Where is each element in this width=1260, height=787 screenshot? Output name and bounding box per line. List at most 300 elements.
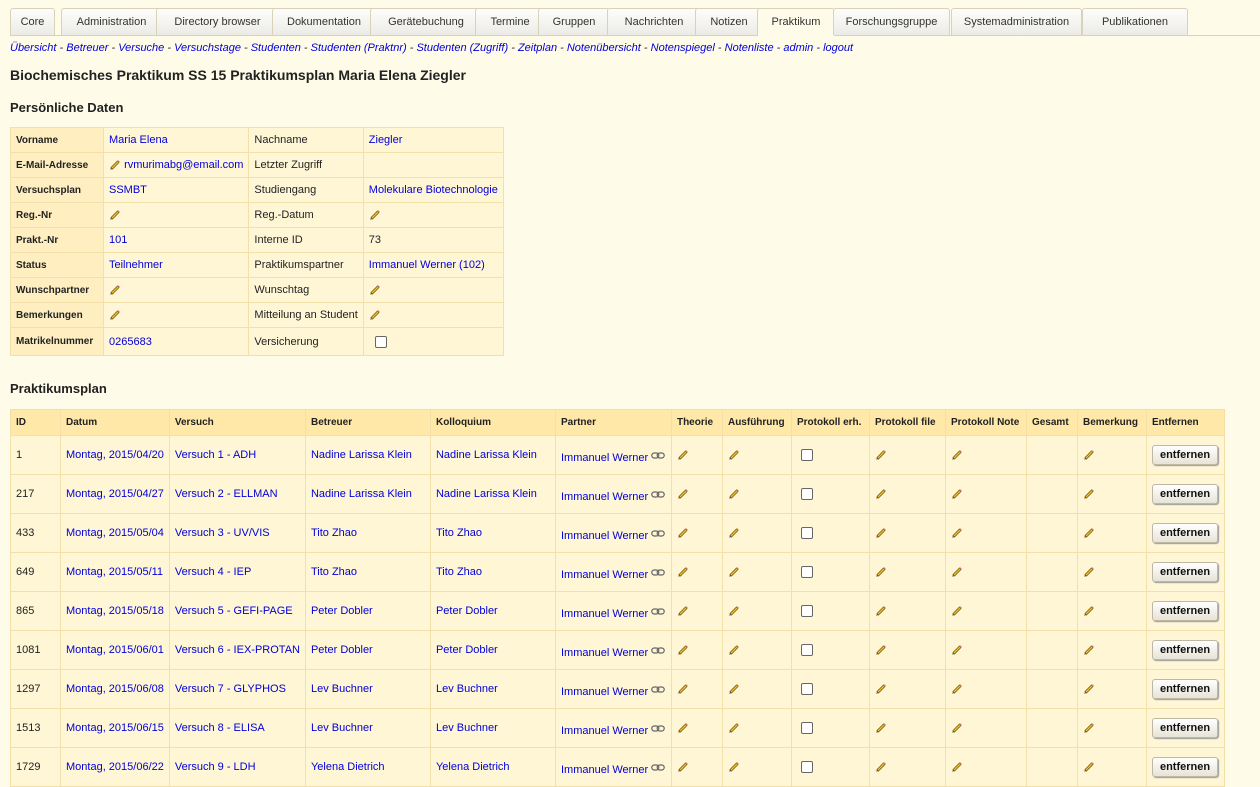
protokoll-erhalten-checkbox[interactable] (801, 449, 813, 461)
protokoll-erhalten-checkbox[interactable] (801, 722, 813, 734)
cell-id: 1297 (11, 670, 61, 709)
link-chain-icon[interactable] (651, 490, 665, 498)
nav-logout[interactable]: logout (823, 42, 854, 54)
col-header-ausfuehrung: Ausführung (722, 410, 791, 436)
tab-dokumentation[interactable]: Dokumentation (272, 8, 376, 35)
protokoll-file-cell (869, 631, 945, 670)
col-header-id: ID (11, 410, 61, 436)
pencil-icon[interactable] (875, 488, 887, 500)
cell-partner (555, 631, 671, 670)
cell-datum-link[interactable]: Montag, 2015/06/22 (66, 761, 164, 773)
cell-partner (555, 436, 671, 475)
cell-partner (555, 709, 671, 748)
link-chain-icon[interactable] (651, 763, 665, 771)
cell-datum-link[interactable]: Montag, 2015/06/01 (66, 644, 164, 656)
tab-forschungsgruppe[interactable]: Forschungsgruppe (833, 8, 950, 35)
page-title: Biochemisches Praktikum SS 15 Praktikumsplan Maria Elena Ziegler (10, 67, 466, 83)
label-status: Status (11, 253, 104, 278)
plan-row (11, 670, 1225, 709)
cell-versuch (169, 670, 305, 709)
cell-kolloquium (430, 670, 555, 709)
pencil-icon[interactable] (875, 449, 887, 461)
cell-datum (61, 631, 170, 670)
tab-notizen[interactable]: Notizen (695, 8, 763, 35)
cell-kolloquium (430, 748, 555, 787)
cell-id: 1729 (11, 748, 61, 787)
pencil-icon[interactable] (677, 449, 689, 461)
cell-partner (555, 670, 671, 709)
cell-kolloquium-link[interactable]: Tito Zhao (435, 566, 483, 578)
pencil-icon[interactable] (951, 722, 963, 734)
pencil-icon[interactable] (677, 683, 689, 695)
link-chain-icon[interactable] (651, 607, 665, 615)
cell-kolloquium (430, 592, 555, 631)
cell-datum-link[interactable]: Montag, 2015/05/04 (66, 527, 164, 539)
bemerkung-cell (1077, 436, 1146, 475)
protokoll-erh-cell (791, 436, 869, 475)
theorie-cell (671, 670, 722, 709)
ausfuehrung-cell (722, 670, 791, 709)
nav-notenliste[interactable]: Notenliste (724, 42, 774, 54)
studiengang-value[interactable]: Molekulare Biotechnologie (368, 184, 498, 196)
theorie-cell (671, 748, 722, 787)
vorname-value[interactable]: Maria Elena (109, 134, 168, 146)
cell-partner-link[interactable]: Immanuel Werner (560, 764, 649, 776)
pencil-icon[interactable] (951, 527, 963, 539)
theorie-cell (671, 592, 722, 631)
bemerkung-cell (1077, 709, 1146, 748)
protokoll-erh-cell (791, 553, 869, 592)
protokoll-erhalten-checkbox[interactable] (801, 761, 813, 773)
pencil-icon[interactable] (728, 527, 740, 539)
protokoll-file-cell (869, 670, 945, 709)
cell-id: 217 (11, 475, 61, 514)
cell-datum-link[interactable]: Montag, 2015/04/20 (66, 449, 164, 461)
cell-partner (555, 553, 671, 592)
link-chain-icon[interactable] (651, 451, 665, 459)
cell-datum (61, 436, 170, 475)
pencil-icon[interactable] (369, 309, 381, 321)
pencil-icon[interactable] (951, 644, 963, 656)
pencil-icon[interactable] (875, 683, 887, 695)
cell-versuch-link[interactable]: Versuch 3 - UV/VIS (174, 527, 270, 539)
cell-partner-link[interactable]: Immanuel Werner (560, 608, 649, 620)
protokoll-note-cell (945, 631, 1026, 670)
link-chain-icon[interactable] (651, 646, 665, 654)
pencil-icon[interactable] (951, 605, 963, 617)
cell-betreuer-link[interactable]: Tito Zhao (310, 527, 358, 539)
cell-partner-link[interactable]: Immanuel Werner (560, 491, 649, 503)
cell-betreuer-link[interactable]: Lev Buchner (310, 722, 373, 734)
status-value[interactable]: Teilnehmer (109, 259, 163, 271)
pencil-icon[interactable] (875, 761, 887, 773)
cell-partner-link[interactable]: Immanuel Werner (560, 569, 649, 581)
cell-partner-link[interactable]: Immanuel Werner (560, 530, 649, 542)
pencil-icon[interactable] (728, 644, 740, 656)
pencil-icon[interactable] (677, 488, 689, 500)
cell-partner-link[interactable]: Immanuel Werner (560, 647, 649, 659)
cell-betreuer (305, 748, 430, 787)
cell-betreuer-link[interactable]: Peter Dobler (310, 605, 373, 617)
nav-studenten-praktnr[interactable]: Studenten (Praktnr) (310, 42, 407, 54)
tab-termine[interactable]: Termine (475, 8, 545, 35)
cell-kolloquium-link[interactable]: Tito Zhao (435, 527, 483, 539)
ausfuehrung-cell (722, 514, 791, 553)
bemerkung-cell (1077, 631, 1146, 670)
plan-row (11, 553, 1225, 592)
protokoll-file-cell (869, 748, 945, 787)
cell-betreuer-link[interactable]: Yelena Dietrich (310, 761, 385, 773)
protokoll-erhalten-checkbox[interactable] (801, 605, 813, 617)
pencil-icon[interactable] (728, 488, 740, 500)
cell-versuch-link[interactable]: Versuch 1 - ADH (174, 449, 257, 461)
cell-kolloquium (430, 553, 555, 592)
label-nachname: Nachname (249, 128, 363, 153)
cell-kolloquium-link[interactable]: Peter Dobler (435, 644, 498, 656)
cell-datum (61, 592, 170, 631)
plan-row (11, 514, 1225, 553)
cell-versuch (169, 631, 305, 670)
entfernen-button[interactable]: entfernen (1152, 679, 1218, 699)
cell-id: 1 (11, 436, 61, 475)
col-header-protokoll-erh: Protokoll erh. (791, 410, 869, 436)
nachname-value[interactable]: Ziegler (368, 134, 403, 146)
protokoll-erh-cell (791, 748, 869, 787)
nav-uebersicht[interactable]: Übersicht (10, 42, 57, 54)
pencil-icon[interactable] (1083, 722, 1095, 734)
cell-datum-link[interactable]: Montag, 2015/06/08 (66, 683, 164, 695)
main-tab-bar (10, 8, 1250, 36)
label-versicherung: Versicherung (249, 328, 363, 356)
protokoll-file-cell (869, 553, 945, 592)
protokoll-erh-cell (791, 514, 869, 553)
pencil-icon[interactable] (109, 284, 121, 296)
tab-nachrichten[interactable]: Nachrichten (607, 8, 701, 35)
protokoll-file-cell (869, 709, 945, 748)
nav-betreuer[interactable]: Betreuer (66, 42, 109, 54)
protokoll-erhalten-checkbox[interactable] (801, 527, 813, 539)
cell-versuch-link[interactable]: Versuch 7 - GLYPHOS (174, 683, 286, 695)
cell-id: 1513 (11, 709, 61, 748)
cell-kolloquium-link[interactable]: Nadine Larissa Klein (435, 488, 537, 500)
theorie-cell (671, 475, 722, 514)
entfernen-cell (1146, 592, 1224, 631)
col-header-entfernen: Entfernen (1146, 410, 1224, 436)
cell-kolloquium-link[interactable]: Lev Buchner (435, 722, 498, 734)
entfernen-cell (1146, 670, 1224, 709)
pencil-icon[interactable] (109, 209, 121, 221)
cell-datum-link[interactable]: Montag, 2015/05/18 (66, 605, 164, 617)
tab-praktikum[interactable]: Praktikum (757, 8, 835, 36)
ausfuehrung-cell (722, 553, 791, 592)
link-chain-icon[interactable] (651, 685, 665, 693)
cell-betreuer-link[interactable]: Tito Zhao (310, 566, 358, 578)
label-vorname: Vorname (11, 128, 104, 153)
pencil-icon[interactable] (677, 761, 689, 773)
entfernen-button[interactable]: entfernen (1152, 718, 1218, 738)
ausfuehrung-cell (722, 748, 791, 787)
pencil-icon[interactable] (677, 566, 689, 578)
theorie-cell (671, 631, 722, 670)
letzter-zugriff-value (363, 153, 503, 178)
tab-systemadministration[interactable]: Systemadministration (951, 8, 1082, 35)
protokoll-note-cell (945, 436, 1026, 475)
pencil-icon[interactable] (677, 722, 689, 734)
protokoll-erh-cell (791, 670, 869, 709)
theorie-cell (671, 436, 722, 475)
gesamt-cell (1026, 436, 1077, 475)
protokoll-file-cell (869, 475, 945, 514)
bemerkung-cell (1077, 592, 1146, 631)
sub-navigation: Übersicht - Betreuer - Versuche - Versuchstage - Studenten - Studenten (Praktnr) - Studenten (Zugriff) - Zeitplan - Notenübersicht - Notenspiegel - Notenliste - admin - logout (10, 42, 854, 54)
pencil-icon[interactable] (677, 605, 689, 617)
pencil-icon[interactable] (875, 566, 887, 578)
tab-publikationen[interactable]: Publikationen (1082, 8, 1188, 35)
entfernen-button[interactable]: entfernen (1152, 601, 1218, 621)
cell-versuch-link[interactable]: Versuch 5 - GEFI-PAGE (174, 605, 293, 617)
label-praktikumspartner: Praktikumspartner (249, 253, 363, 278)
pencil-icon[interactable] (875, 644, 887, 656)
entfernen-cell (1146, 514, 1224, 553)
bemerkung-cell (1077, 553, 1146, 592)
pencil-icon[interactable] (1083, 488, 1095, 500)
plan-table (10, 409, 1225, 787)
section-title-plan: Praktikumsplan (10, 381, 107, 396)
cell-versuch (169, 592, 305, 631)
cell-datum (61, 709, 170, 748)
cell-betreuer (305, 670, 430, 709)
plan-header-row (11, 410, 1225, 436)
pencil-icon[interactable] (1083, 527, 1095, 539)
pencil-icon[interactable] (677, 644, 689, 656)
pencil-icon[interactable] (1083, 683, 1095, 695)
tab-directory-browser[interactable]: Directory browser (156, 8, 279, 35)
link-chain-icon[interactable] (651, 568, 665, 576)
entfernen-button[interactable]: entfernen (1152, 562, 1218, 582)
pencil-icon[interactable] (951, 761, 963, 773)
cell-datum-link[interactable]: Montag, 2015/04/27 (66, 488, 164, 500)
cell-id: 433 (11, 514, 61, 553)
pencil-icon[interactable] (109, 159, 121, 171)
col-header-partner: Partner (555, 410, 671, 436)
entfernen-button[interactable]: entfernen (1152, 523, 1218, 543)
cell-partner (555, 592, 671, 631)
protokoll-erhalten-checkbox[interactable] (801, 644, 813, 656)
col-header-theorie: Theorie (671, 410, 722, 436)
tab-core[interactable]: Core (10, 8, 55, 35)
protokoll-file-cell (869, 592, 945, 631)
plan-row (11, 709, 1225, 748)
cell-versuch (169, 553, 305, 592)
theorie-cell (671, 514, 722, 553)
cell-partner (555, 514, 671, 553)
bemerkung-cell (1077, 475, 1146, 514)
pencil-icon[interactable] (728, 761, 740, 773)
prakt-nr-value[interactable]: 101 (109, 234, 128, 246)
cell-betreuer-link[interactable]: Nadine Larissa Klein (310, 488, 412, 500)
matrikelnummer-value[interactable]: 0265683 (109, 335, 152, 348)
cell-kolloquium (430, 631, 555, 670)
protokoll-note-cell (945, 592, 1026, 631)
entfernen-button[interactable]: entfernen (1152, 757, 1218, 777)
ausfuehrung-cell (722, 436, 791, 475)
col-header-versuch: Versuch (169, 410, 305, 436)
pencil-icon[interactable] (728, 566, 740, 578)
nav-zeitplan[interactable]: Zeitplan (517, 42, 558, 54)
link-chain-icon[interactable] (651, 529, 665, 537)
cell-versuch (169, 709, 305, 748)
label-wunschtag: Wunschtag (249, 278, 363, 303)
protokoll-note-cell (945, 514, 1026, 553)
cell-versuch (169, 436, 305, 475)
tab-bar-baseline (10, 35, 1260, 36)
theorie-cell (671, 709, 722, 748)
label-versuchsplan: Versuchsplan (11, 178, 104, 203)
ausfuehrung-cell (722, 709, 791, 748)
pencil-icon[interactable] (951, 488, 963, 500)
pencil-icon[interactable] (875, 722, 887, 734)
cell-betreuer-link[interactable]: Peter Dobler (310, 644, 373, 656)
cell-partner-link[interactable]: Immanuel Werner (560, 452, 649, 464)
ausfuehrung-cell (722, 475, 791, 514)
nav-versuche[interactable]: Versuche (118, 42, 165, 54)
praktikumspartner-value[interactable]: Immanuel Werner (102) (368, 259, 485, 271)
pencil-icon[interactable] (1083, 449, 1095, 461)
cell-versuch-link[interactable]: Versuch 4 - IEP (174, 566, 252, 578)
pencil-icon[interactable] (728, 722, 740, 734)
protokoll-erhalten-checkbox[interactable] (801, 683, 813, 695)
pencil-icon[interactable] (875, 605, 887, 617)
cell-versuch-link[interactable]: Versuch 6 - IEX-PROTAN (174, 644, 300, 656)
pencil-icon[interactable] (728, 449, 740, 461)
col-header-datum: Datum (61, 410, 170, 436)
cell-partner-link[interactable]: Immanuel Werner (560, 725, 649, 737)
cell-id: 1081 (11, 631, 61, 670)
entfernen-cell (1146, 709, 1224, 748)
protokoll-erhalten-checkbox[interactable] (801, 488, 813, 500)
pencil-icon[interactable] (1083, 644, 1095, 656)
protokoll-erh-cell (791, 592, 869, 631)
cell-kolloquium-link[interactable]: Peter Dobler (435, 605, 498, 617)
cell-versuch (169, 748, 305, 787)
label-studiengang: Studiengang (249, 178, 363, 203)
cell-kolloquium-link[interactable]: Nadine Larissa Klein (435, 449, 537, 461)
gesamt-cell (1026, 553, 1077, 592)
pencil-icon[interactable] (369, 209, 381, 221)
cell-id: 649 (11, 553, 61, 592)
ausfuehrung-cell (722, 592, 791, 631)
nav-notenuebersicht[interactable]: Notenübersicht (566, 42, 641, 54)
protokoll-note-cell (945, 709, 1026, 748)
pencil-icon[interactable] (1083, 566, 1095, 578)
label-prakt-nr: Prakt.-Nr (11, 228, 104, 253)
email-value[interactable]: rvmurimabg@email.com (124, 158, 244, 171)
cell-betreuer (305, 514, 430, 553)
entfernen-button[interactable]: entfernen (1152, 445, 1218, 465)
cell-datum (61, 475, 170, 514)
cell-partner (555, 748, 671, 787)
cell-datum-link[interactable]: Montag, 2015/06/15 (66, 722, 164, 734)
pencil-icon[interactable] (369, 284, 381, 296)
gesamt-cell (1026, 709, 1077, 748)
pencil-icon[interactable] (875, 527, 887, 539)
plan-row (11, 475, 1225, 514)
pencil-icon[interactable] (951, 449, 963, 461)
plan-row (11, 436, 1225, 475)
cell-kolloquium-link[interactable]: Yelena Dietrich (435, 761, 510, 773)
pencil-icon[interactable] (951, 566, 963, 578)
nav-studenten[interactable]: Studenten (250, 42, 301, 54)
versuchsplan-value[interactable]: SSMBT (109, 184, 147, 196)
cell-betreuer-link[interactable]: Lev Buchner (310, 683, 373, 695)
label-wunschpartner: Wunschpartner (11, 278, 104, 303)
gesamt-cell (1026, 514, 1077, 553)
cell-datum (61, 670, 170, 709)
pencil-icon[interactable] (728, 605, 740, 617)
plan-row (11, 592, 1225, 631)
nav-notenspiegel[interactable]: Notenspiegel (650, 42, 715, 54)
nav-studenten-zugriff[interactable]: Studenten (Zugriff) (416, 42, 509, 54)
theorie-cell (671, 553, 722, 592)
protokoll-note-cell (945, 670, 1026, 709)
cell-partner (555, 475, 671, 514)
bemerkung-cell (1077, 670, 1146, 709)
protokoll-file-cell (869, 436, 945, 475)
cell-kolloquium-link[interactable]: Lev Buchner (435, 683, 498, 695)
cell-betreuer-link[interactable]: Nadine Larissa Klein (310, 449, 412, 461)
cell-versuch-link[interactable]: Versuch 8 - ELISA (174, 722, 265, 734)
pencil-icon[interactable] (728, 683, 740, 695)
tab-geraetebuchung[interactable]: Gerätebuchung (370, 8, 482, 35)
entfernen-button[interactable]: entfernen (1152, 640, 1218, 660)
cell-datum (61, 553, 170, 592)
protokoll-erh-cell (791, 631, 869, 670)
protokoll-note-cell (945, 748, 1026, 787)
cell-kolloquium (430, 475, 555, 514)
pencil-icon[interactable] (1083, 605, 1095, 617)
versicherung-checkbox[interactable] (375, 336, 387, 348)
pencil-icon[interactable] (1083, 761, 1095, 773)
tab-gruppen[interactable]: Gruppen (538, 8, 610, 35)
cell-partner-link[interactable]: Immanuel Werner (560, 686, 649, 698)
protokoll-erh-cell (791, 709, 869, 748)
nav-admin[interactable]: admin (783, 42, 814, 54)
ausfuehrung-cell (722, 631, 791, 670)
cell-id: 865 (11, 592, 61, 631)
pencil-icon[interactable] (677, 527, 689, 539)
pencil-icon[interactable] (951, 683, 963, 695)
cell-versuch-link[interactable]: Versuch 9 - LDH (174, 761, 256, 773)
plan-row (11, 631, 1225, 670)
protokoll-erhalten-checkbox[interactable] (801, 566, 813, 578)
entfernen-button[interactable]: entfernen (1152, 484, 1218, 504)
gesamt-cell (1026, 670, 1077, 709)
label-email: E-Mail-Adresse (11, 153, 104, 178)
plan-body (11, 436, 1225, 787)
personal-data-table (10, 127, 504, 356)
protokoll-erh-cell (791, 475, 869, 514)
link-chain-icon[interactable] (651, 724, 665, 732)
tab-administration[interactable]: Administration (61, 8, 162, 35)
section-title-personal: Persönliche Daten (10, 100, 124, 115)
cell-datum-link[interactable]: Montag, 2015/05/11 (66, 566, 164, 578)
cell-versuch (169, 514, 305, 553)
pencil-icon[interactable] (109, 309, 121, 321)
cell-versuch-link[interactable]: Versuch 2 - ELLMAN (174, 488, 278, 500)
entfernen-cell (1146, 436, 1224, 475)
gesamt-cell (1026, 748, 1077, 787)
nav-versuchstage[interactable]: Versuchstage (174, 42, 241, 54)
